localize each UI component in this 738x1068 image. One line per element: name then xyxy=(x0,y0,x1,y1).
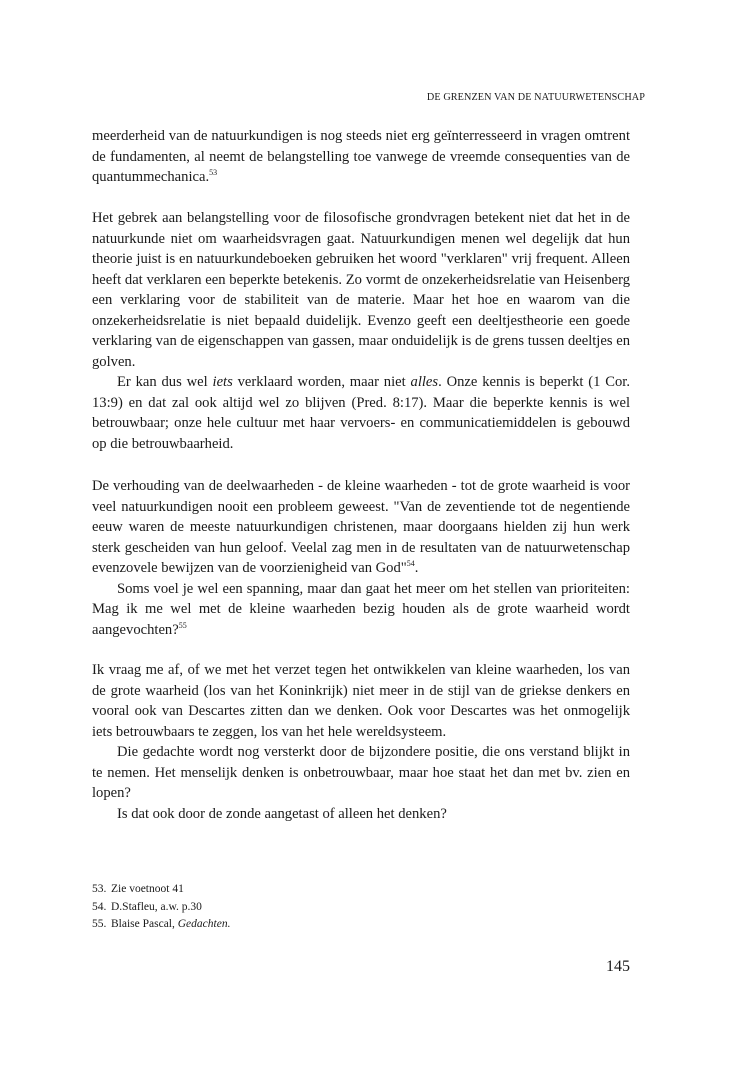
paragraph xyxy=(92,126,630,188)
paragraph-end: . xyxy=(414,560,419,576)
paragraph-block-4 xyxy=(92,660,630,824)
footnote-item xyxy=(92,881,230,899)
paragraph: Het gebrek aan belangstelling voor de filosofische grondvragen betekent niet dat het in de natuurkunde niet om waarheidsvragen gaat. Natuurkundigen menen wel degelijk dat hun theorie juist is en natuurkundeboeken gebruiken het woord "verklaren" vrij frequent. Alleen heeft dat verklaren een beperkte betekenis. Zo vormt de onzekerheidsrelatie van Heisenberg een verklaring voor de stabiliteit van de materie. Maar het hoe en waarom van die onzekerheidsrelatie is niet bepaald duidelijk. Evenzo geeft een deeltjestheorie een goede verklaring van de eigenschappen van gassen, maar onduidelijk is de grens tussen deeltjes en golven. xyxy=(92,210,630,370)
text-run: Er kan dus wel xyxy=(117,374,213,390)
footnote-italic-title: Gedachten. xyxy=(177,918,231,930)
paragraph-block-1 xyxy=(92,126,630,188)
paragraph: Die gedachte wordt nog versterkt door de bijzondere positie, die ons verstand blijkt in te nemen. Het menselijk denken is onbetrouwbaar, maar hoe staat het dan met bv. zien en lopen? xyxy=(92,744,630,801)
footnote-text: Zie voetnoot 41 xyxy=(111,883,184,895)
paragraph-block-2 xyxy=(92,208,630,454)
footnote-number: 53. xyxy=(92,883,107,895)
paragraph xyxy=(92,476,630,579)
paragraph xyxy=(92,372,630,454)
emphasis-text: iets xyxy=(212,374,233,390)
text-run: verklaard worden, maar niet xyxy=(232,374,411,390)
footnote-ref-55[interactable]: 55 xyxy=(178,620,187,630)
paragraph: Ik vraag me af, of we met het verzet tegen het ontwikkelen van kleine waarheden, los van de grote waarheid (los van het Koninkrijk) niet meer in de stijl van de griekse denkers en vooral ook van Descartes zitten dan we denken. Ook voor Descartes was het onmogelijk iets betrouwbaars te zeggen, los van het hele wereldsysteem. xyxy=(92,662,630,740)
footnote-number: 55. xyxy=(92,918,107,930)
page-number: 145 xyxy=(606,958,630,975)
footnote-item xyxy=(92,916,230,934)
emphasis-text: alles xyxy=(410,374,439,390)
paragraph-block-3 xyxy=(92,476,630,640)
paragraph-text: Soms voel je wel een spanning, maar dan gaat het meer om het stellen van prioriteiten: Mag ik me wel met de kleine waarheden bezig houden als de grote waarheid wordt aangevochten? xyxy=(92,580,630,638)
footnote-text: Blaise Pascal, xyxy=(111,918,178,930)
paragraph-text: meerderheid van de natuurkundigen is nog steeds niet erg geïnterresseerd in vragen omtrent de fundamenten, al neemt de belangstelling toe vanwege de vreemde consequenties van de quantummechanica. xyxy=(92,128,630,185)
footnote-text: D.Stafleu, a.w. p.30 xyxy=(111,900,202,913)
running-header: DE GRENZEN VAN DE NATUURWETENSCHAP xyxy=(426,92,645,103)
footnote-number: 54. xyxy=(92,900,107,913)
paragraph xyxy=(92,579,630,641)
footnote-ref-53[interactable]: 53 xyxy=(209,168,218,177)
footnote-item xyxy=(92,899,230,917)
paragraph: Is dat ook door de zonde aangetast of alleen het denken? xyxy=(117,805,447,822)
footnotes xyxy=(92,881,230,934)
text-run: . Onze kennis is beperkt (1 Cor. 13:9) en dat zal ook altijd wel zo blijven (Pred. 8:17). Maar die beperkte kennis is wel betrouwbaar; onze hele cultuur met haar vervoers- en communicatiemiddelen is gebouwd op die betrouwbaarheid. xyxy=(92,374,630,452)
footnote-ref-54[interactable]: 54 xyxy=(406,559,415,568)
paragraph-text: De verhouding van de deelwaarheden - de kleine waarheden - tot de grote waarheid is voor veel natuurkundigen nooit een probleem geweest. "Van de zeventiende tot de negentiende eeuw waren de meeste natuurkundigen christenen, maar doorgaans hielden zij hun werk sterk gescheiden van hun geloof. Veelal zag men in de resultaten van de natuurwetenschap evenzovele bewijzen van de voorzienigheid van God" xyxy=(92,478,630,576)
